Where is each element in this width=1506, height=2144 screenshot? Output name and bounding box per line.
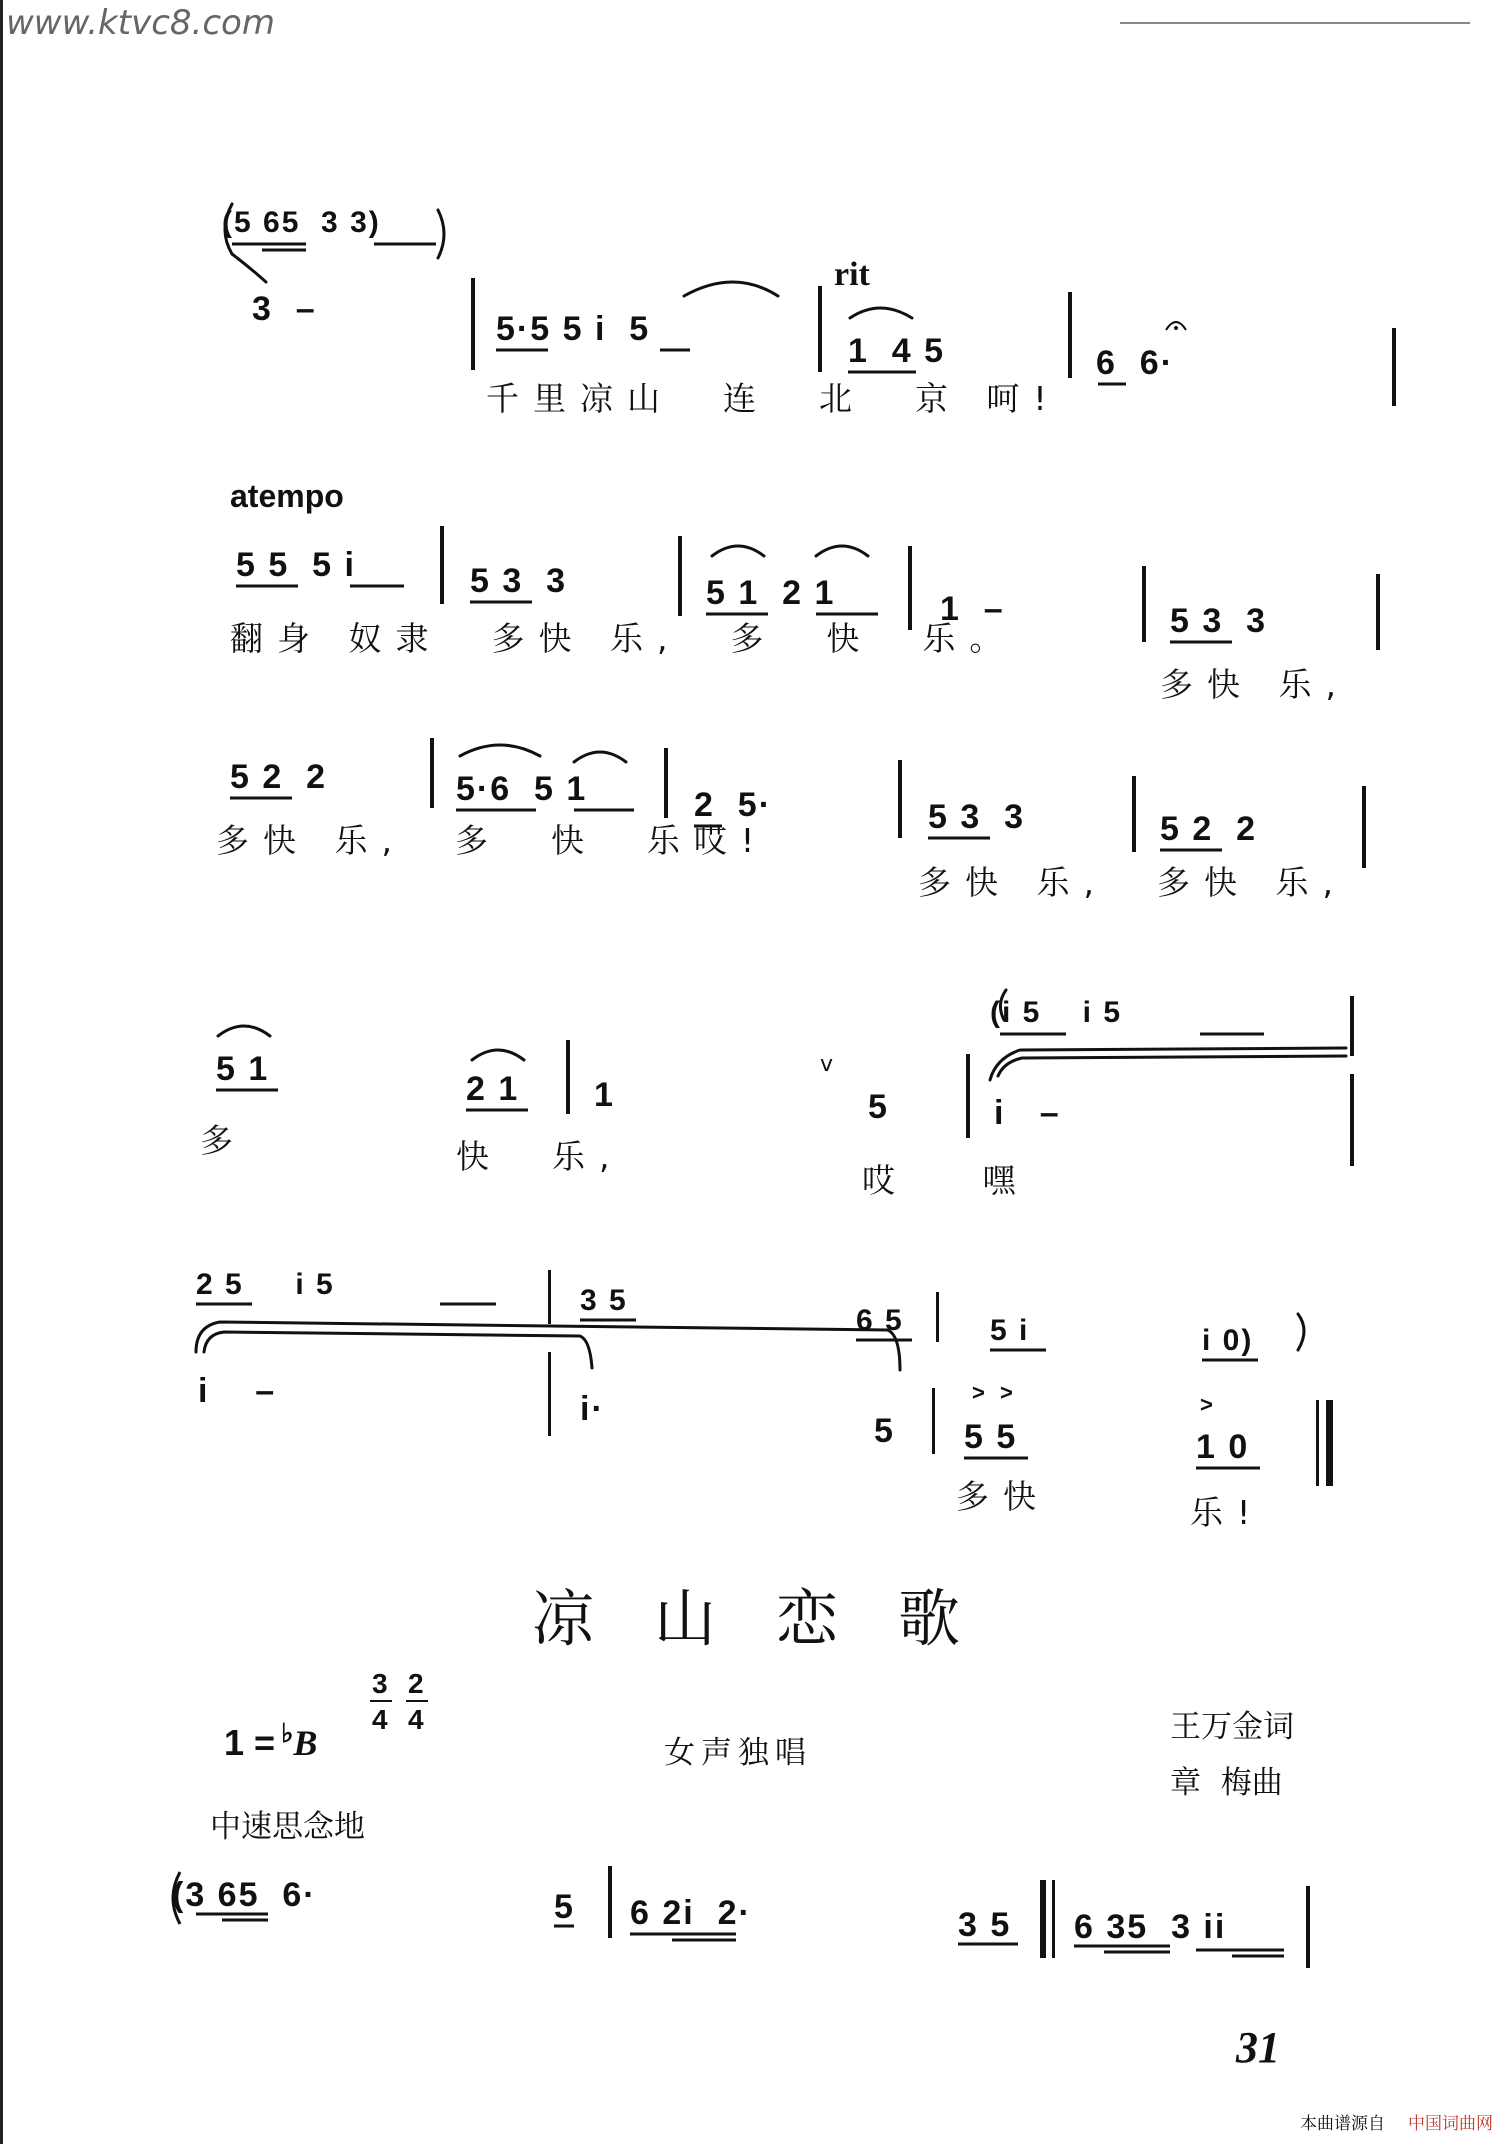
accent-mark: > — [1000, 1380, 1013, 1405]
barline — [1350, 996, 1354, 1056]
row1-measure-2: 1 4 5 — [848, 332, 946, 370]
row3-lyrics-a: 多快 乐, 多 快 乐哎! — [216, 821, 769, 860]
row5-lyrics-a: 多快 — [956, 1477, 1050, 1516]
row4-breath-mark: v — [820, 1052, 834, 1077]
barline — [678, 536, 682, 616]
row5-upper-a: 2 5 i 5 — [196, 1268, 335, 1301]
row5-upper-d: 5 i — [990, 1314, 1030, 1347]
barline — [966, 1054, 970, 1138]
song-title: 凉山恋歌 — [532, 1582, 1021, 1655]
barline — [430, 738, 434, 808]
row3-measure-3: 5 3 3 — [928, 798, 1026, 836]
barline — [936, 1292, 939, 1342]
final-barline-thin — [1316, 1400, 1319, 1486]
tempo-marking: 中速思念地 — [210, 1809, 365, 1845]
barline — [1306, 1886, 1310, 1968]
row3-lyrics-b: 多快 乐, 多快 乐, — [918, 863, 1347, 902]
key-signature — [204, 1684, 317, 1761]
intro-a: (3 65 6· — [172, 1876, 317, 1914]
left-border — [0, 0, 3, 2144]
row5-upper-e: i 0) — [1202, 1324, 1254, 1357]
barline — [440, 526, 444, 604]
row5-lower-e: 1 0 — [1196, 1428, 1250, 1466]
row4-measure-1b: 5 — [868, 1088, 889, 1126]
barline — [566, 1040, 570, 1114]
barline — [1392, 328, 1396, 406]
row3-measure-2: 2 5· — [694, 786, 773, 824]
row1-prefix-notes: (5 65 3 3) — [222, 206, 381, 239]
row4-measure-2: i – — [994, 1094, 1061, 1132]
watermark: www.ktvc8.com — [6, 3, 275, 43]
final-barline-thick — [1326, 1400, 1333, 1486]
barline — [1132, 776, 1136, 852]
row4-pickup-a: 5 1 — [216, 1050, 270, 1088]
barline — [548, 1270, 551, 1324]
repeat-barline-thick — [1040, 1880, 1046, 1958]
row1-measure-1: 5·5 5 i 5 — [496, 310, 651, 348]
barline — [608, 1866, 612, 1938]
barline — [818, 286, 822, 372]
row2-tempo-atempo: atempo — [230, 478, 344, 514]
row1-lyrics: 千里凉山 连 北 京 呵! — [486, 379, 1061, 418]
row4-lyrics-a: 多 — [200, 1121, 247, 1160]
row5-lower-c: 5 — [874, 1412, 895, 1450]
time-signature-b-line — [406, 1700, 428, 1702]
intro-d: 3 5 — [958, 1906, 1012, 1944]
row2-pickup: 5 5 5 i — [236, 546, 356, 584]
barline — [664, 748, 668, 818]
row5-lower-b: i· — [580, 1390, 605, 1428]
time-signature-a-top: 3 — [372, 1668, 388, 1699]
time-signature-a-bottom: 4 — [372, 1704, 388, 1735]
row1-start-note: 3 – — [252, 290, 317, 328]
row5-lyrics-b: 乐! — [1190, 1493, 1265, 1532]
row4-lyrics-c: 哎 嘿 — [862, 1161, 1030, 1200]
barline — [932, 1388, 935, 1454]
row5-lower-a: i – — [198, 1372, 277, 1410]
key-note: B — [293, 1723, 318, 1763]
barline — [548, 1352, 551, 1436]
row2-measure-4: 5 3 3 — [1170, 602, 1268, 640]
row5-lower-d: 5 5 — [964, 1418, 1018, 1456]
key-label: 1 = — [224, 1722, 276, 1763]
row4-pickup-b: 2 1 — [466, 1070, 520, 1108]
credit-left: 本曲谱源自 — [1300, 2114, 1385, 2134]
row4-measure-1: 1 — [594, 1076, 615, 1114]
row5-upper-b: 3 5 — [580, 1284, 628, 1317]
row1-measure-3: 6 6· — [1096, 344, 1175, 382]
lyricist-credit: 王万金词 — [1170, 1709, 1294, 1745]
row4-lyrics-b: 快 乐, — [456, 1137, 624, 1176]
accent-mark: > — [972, 1380, 985, 1405]
row2-measure-1: 5 3 3 — [470, 562, 568, 600]
barline — [1376, 574, 1380, 650]
repeat-barline-thin — [1052, 1880, 1055, 1958]
accent-mark: > — [1200, 1392, 1213, 1417]
barline — [1142, 566, 1146, 642]
barline — [1068, 292, 1072, 378]
header-rule — [1120, 22, 1470, 24]
flat-icon: ♭ — [281, 1718, 294, 1748]
barline — [908, 546, 912, 630]
composer-credit: 章 梅曲 — [1170, 1765, 1283, 1801]
row4-upper-voice: (i 5 i 5 — [990, 996, 1123, 1029]
time-signature-b-bottom: 4 — [408, 1704, 424, 1735]
barline — [471, 278, 475, 370]
page-number: 31 — [1236, 2023, 1280, 2072]
barline — [1350, 1074, 1354, 1166]
time-signature-a-line — [370, 1700, 392, 1702]
performance-type: 女声独唱 — [664, 1735, 812, 1771]
row3-measure-1: 5·6 5 1 — [456, 770, 588, 808]
row2-measure-3: 1 – — [940, 590, 1005, 628]
row3-pickup: 5 2 2 — [230, 758, 328, 796]
barline — [898, 760, 902, 838]
credit-right: 中国词曲网 — [1408, 2114, 1493, 2134]
row2-lyrics-a: 翻身 奴隶 多快 乐, 多 快 乐。 — [230, 619, 1017, 658]
row3-measure-4: 5 2 2 — [1160, 810, 1258, 848]
intro-e: 6 35 3 ii — [1074, 1908, 1227, 1946]
time-signature-b-top: 2 — [408, 1668, 424, 1699]
intro-c: 6 2i 2· — [630, 1894, 752, 1932]
barline — [1362, 786, 1366, 868]
row2-measure-2: 5 1 2 1 — [706, 574, 836, 612]
row1-tempo-rit: rit — [834, 256, 870, 293]
intro-b: 5 — [554, 1888, 575, 1926]
row2-lyrics-b: 多快 乐, — [1160, 665, 1350, 704]
row5-upper-c: 6 5 — [856, 1304, 904, 1337]
